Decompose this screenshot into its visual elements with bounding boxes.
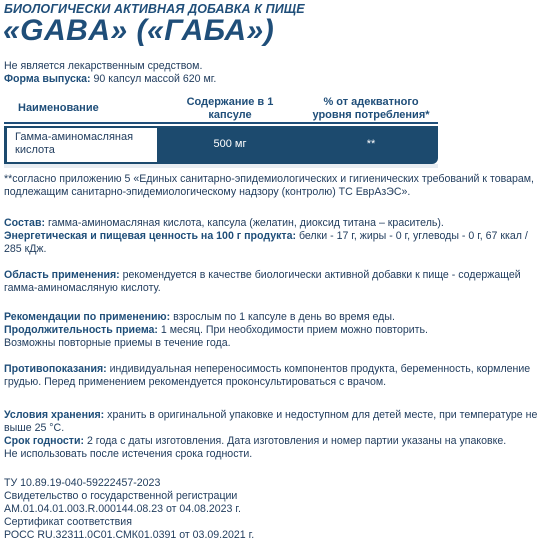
row-content: 500 мг — [213, 138, 247, 150]
application-value: рекомендуется в качестве биологически активной добавки к пище - содержащей гамма-аминомасляную кислоту. — [4, 269, 521, 294]
usage-value: взрослым по 1 капсуле в день во время еды. — [170, 311, 395, 323]
storage-label: Условия хранения: — [4, 409, 105, 421]
table-row — [4, 126, 438, 164]
not-medicine-note: Не является лекарственным средством. — [4, 60, 203, 72]
product-title: «GABA» («ГАБА») — [3, 14, 275, 47]
conformity-cert-label: Сертификат соответствия — [4, 516, 132, 528]
energy-label: Энергетическая и пищевая ценность на 100 г продукта: — [4, 230, 296, 242]
composition — [4, 217, 544, 230]
application-area — [4, 269, 544, 295]
supertitle: БИОЛОГИЧЕСКИ АКТИВНАЯ ДОБАВКА К ПИЩЕ — [4, 2, 305, 16]
intake-duration — [4, 324, 544, 337]
tu-number: ТУ 10.89.19-040-59222457-2023 — [4, 477, 161, 489]
row-percent: ** — [366, 138, 376, 150]
col-header-percent: % от адекватного уровня потребления* — [312, 96, 430, 121]
energy-value — [4, 230, 544, 256]
table-bottom-shade — [4, 164, 438, 168]
col-header-content: Содержание в 1 капсуле — [186, 96, 274, 121]
storage-value: хранить в оригинальной упаковке и недоступном для детей месте, при температуре не выше 25 °С. — [4, 409, 538, 434]
col-header-name: Наименование — [18, 102, 99, 114]
conformity-cert-number: РОСС RU.32311.0С01.СМК01.0391 от 03.09.2021 г. — [4, 529, 255, 541]
ingredients-table — [4, 92, 438, 170]
table-header-rule — [4, 122, 438, 124]
energy-value-text: белки - 17 г, жиры - 0 г, углеводы - 0 г, 67 ккал / 285 кДж. — [4, 230, 528, 255]
release-form — [4, 73, 216, 86]
application-label: Область применения: — [4, 269, 120, 281]
contraindications — [4, 363, 544, 389]
shelf-life-value: 2 года с даты изготовления. Дата изготовления и номер партии указаны на упаковке. — [84, 435, 507, 447]
shelf-life — [4, 435, 544, 448]
footnote: **согласно приложению 5 «Единых санитарно-эпидемиологических и гигиенических требований к товарам, подлежащим санитарно-эпидемиологическому надзору (контролю) ТС ЕврАзЭС». — [4, 173, 535, 198]
usage-label: Рекомендации по применению: — [4, 311, 171, 323]
usage-recommendation — [4, 311, 544, 324]
composition-value: гамма-аминомасляная кислота, капсула (желатин, диоксид титана – краситель). — [45, 217, 444, 229]
repeat-intake-note: Возможны повторные приемы в течение года. — [4, 337, 231, 349]
duration-value: 1 месяц. При необходимости прием можно повторить. — [157, 324, 428, 336]
shelf-life-label: Срок годности: — [4, 435, 85, 447]
row-name: Гамма-аминомасляная кислота — [7, 128, 157, 162]
contraindications-label: Противопоказания: — [4, 363, 107, 375]
registration-cert-number: AM.01.04.01.003.R.000144.08.23 от 04.08.2023 г. — [4, 503, 241, 515]
release-form-label: Форма выпуска: — [4, 73, 91, 85]
composition-label: Состав: — [4, 217, 45, 229]
registration-cert-label: Свидетельство о государственной регистрации — [4, 490, 238, 502]
duration-label: Продолжительность приема: — [4, 324, 158, 336]
release-form-value: 90 капсул массой 620 мг. — [90, 73, 217, 85]
expiry-note: Не использовать после истечения срока годности. — [4, 448, 253, 460]
contraindications-value: индивидуальная непереносимость компонентов продукта, беременность, кормление грудью. Перед применением рекомендуется проконсультироваться с врачом. — [4, 363, 531, 388]
storage-conditions — [4, 409, 544, 435]
